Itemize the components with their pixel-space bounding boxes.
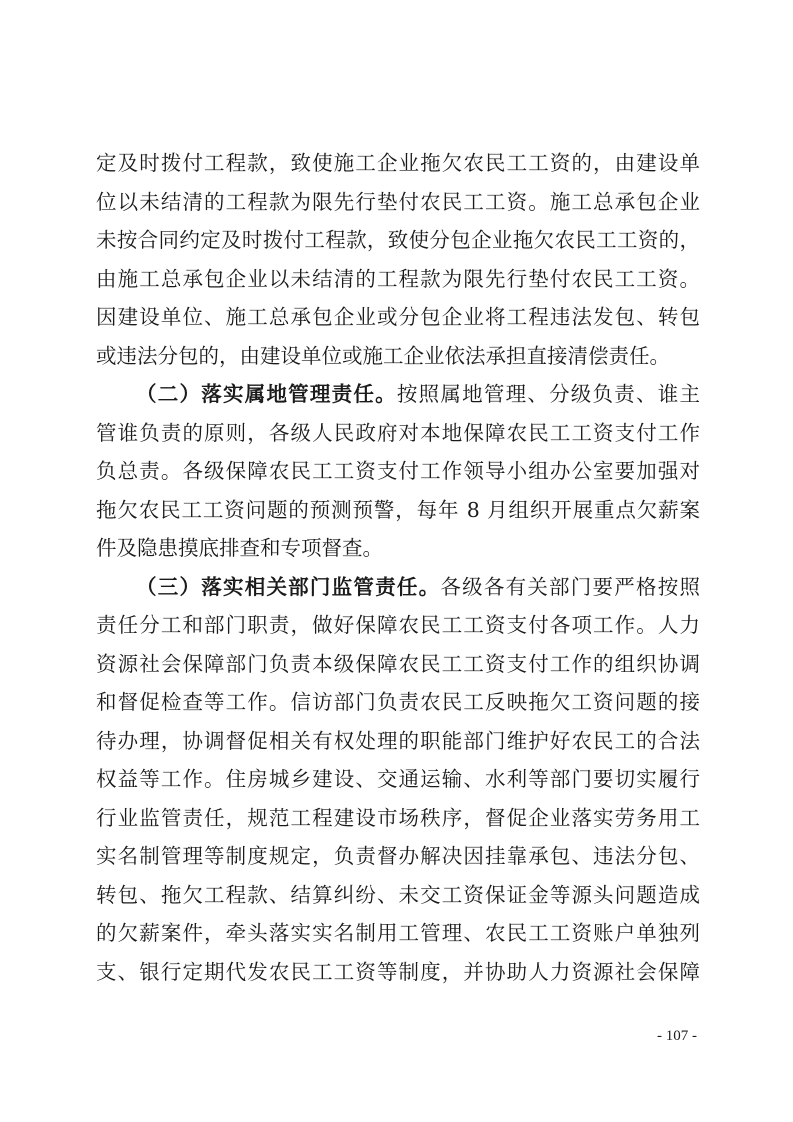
text-line: 定及时拨付工程款，致使施工企业拖欠农民工工资的，由建设单: [96, 151, 700, 175]
text-line: 由施工总承包企业以未结清的工程款为限先行垫付农民工工资。: [96, 266, 700, 291]
section-heading: （三）落实相关部门监管责任。: [136, 574, 441, 599]
text-line: 行业监管责任，规范工程建设市场秩序，督促企业落实劳务用工: [96, 805, 700, 830]
text-line: 或违法分包的，由建设单位或施工企业依法承担直接清偿责任。: [96, 343, 670, 368]
text-line: 未按合同约定及时拨付工程款，致使分包企业拖欠农民工工资的，: [96, 228, 700, 252]
body-text: [96, 144, 700, 991]
text-line: 位以未结清的工程款为限先行垫付农民工工资。施工总承包企业: [96, 189, 700, 214]
page-number: - 107 -: [657, 1028, 697, 1044]
text-line: 责任分工和部门职责，做好保障农民工工资支付各项工作。人力: [96, 613, 700, 637]
text-line: 因建设单位、施工总承包企业或分包企业将工程违法发包、转包: [96, 305, 700, 329]
text-line: 件及隐患摸底排查和专项督查。: [96, 536, 383, 560]
text-line: 的欠薪案件，牵头落实实名制用工管理、农民工工资账户单独列: [96, 921, 700, 945]
text-line: 待办理，协调督促相关有权处理的职能部门维护好农民工的合法: [96, 728, 700, 753]
text-line: 权益等工作。住房城乡建设、交通运输、水利等部门要切实履行: [96, 767, 700, 791]
text-line: 负总责。各级保障农民工工资支付工作领导小组办公室要加强对: [96, 459, 700, 483]
text-line: 转包、拖欠工程款、结算纠纷、未交工资保证金等源头问题造成: [96, 882, 700, 907]
text-line: 支、银行定期代发农民工工资等制度，并协助人力资源社会保障: [96, 959, 700, 984]
text-line: 资源社会保障部门负责本级保障农民工工资支付工作的组织协调: [96, 651, 700, 676]
text-line: 拖欠农民工工资问题的预测预警，每年 8 月组织开展重点欠薪案: [96, 497, 700, 522]
section-heading: （二）落实属地管理责任。: [136, 382, 397, 406]
text-line: 管谁负责的原则，各级人民政府对本地保障农民工工资支付工作: [96, 420, 700, 445]
text-line: 实名制管理等制度规定，负责督办解决因挂靠承包、违法分包、: [96, 844, 700, 868]
section-heading-line: （二）落实属地管理责任。按照属地管理、分级负责、谁主: [136, 382, 701, 406]
text-line: 和督促检查等工作。信访部门负责农民工反映拖欠工资问题的接: [96, 690, 700, 714]
section-heading-line: （三）落实相关部门监管责任。各级各有关部门要严格按照: [136, 574, 700, 599]
